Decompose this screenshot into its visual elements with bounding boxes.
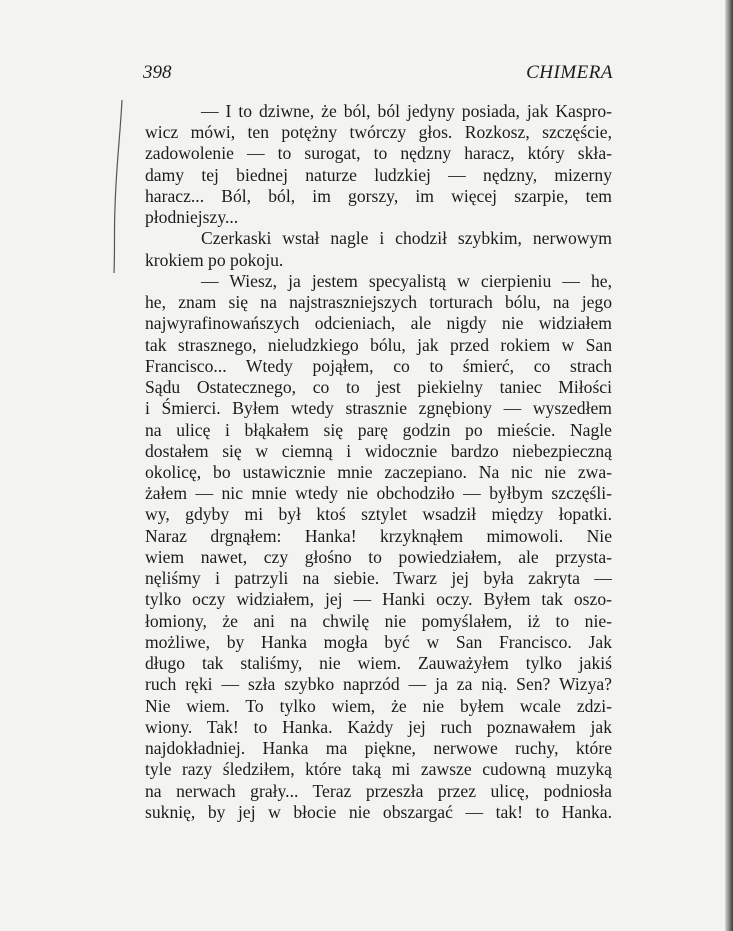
text-line: haracz... Ból, ból, im gorszy, im więcej szarpie, tem <box>145 185 612 206</box>
page-edge-shadow <box>725 0 733 931</box>
text-line: krokiem po pokoju. <box>145 249 284 270</box>
text-line: wicz mówi, ten potężny twórczy głos. Rozkosz, szczęście, <box>145 122 612 143</box>
text-line: zadowolenie — to surogat, to nędzny haracz, który skła- <box>145 143 612 164</box>
text-line: ruch ręki — szła szybko naprzód — ja za nią. Sen? Wizya? <box>145 674 612 695</box>
text-line: na nerwach grały... Teraz przeszła przez ulicę, podniosła <box>145 780 612 801</box>
body-text <box>145 101 612 823</box>
text-line: na ulicę i błąkałem się parę godzin po mieście. Nagle <box>145 419 612 440</box>
text-line: nęliśmy i patrzyli na siebie. Twarz jej była zakryta — <box>145 568 612 589</box>
text-line: he, znam się na najstraszniejszych torturach bólu, na jego <box>145 292 612 313</box>
text-line: tylko oczy widziałem, jej — Hanki oczy. Byłem tak oszo- <box>145 589 612 610</box>
text-line: płodniejszy... <box>145 207 239 228</box>
text-line: tak strasznego, nieludzkiego bólu, jak przed rokiem w San <box>145 334 612 355</box>
text-line: tyle razy śledziłem, które taką mi zawsze cudowną muzyką <box>145 759 612 780</box>
text-line: wiony. Tak! to Hanka. Każdy jej ruch poznawałem jak <box>145 716 612 737</box>
running-title: CHIMERA <box>526 62 613 83</box>
text-line: — Wiesz, ja jestem specyalistą w cierpieniu — he, <box>201 270 612 291</box>
text-line: wiem nawet, czy głośno to powiedziałem, ale przysta- <box>145 546 612 567</box>
text-line: damy tej biednej naturze ludzkiej — nędzny, mizerny <box>145 164 612 185</box>
text-line: możliwe, by Hanka mogła być w San Francisco. Jak <box>145 631 612 652</box>
text-line: Francisco... Wtedy pojąłem, co to śmierć, co strach <box>145 355 612 376</box>
text-line: żałem — nic mnie wtedy nie obchodziło — byłbym szczęśli- <box>145 483 612 504</box>
text-line: i Śmierci. Byłem wtedy strasznie zgnębiony — wyszedłem <box>145 398 612 419</box>
text-line: łomiony, że ani na chwilę nie pomyślałem, iż to nie- <box>145 610 612 631</box>
text-line: dostałem się w ciemną i widocznie bardzo niebezpieczną <box>145 440 612 461</box>
page-number: 398 <box>143 62 172 83</box>
text-line: suknię, by jej w błocie nie obszargać — tak! to Hanka. <box>145 801 612 822</box>
text-line: okolicę, bo ustawicznie mnie zaczepiano. Na nic nie zwa- <box>145 461 612 482</box>
text-line: długo tak staliśmy, nie wiem. Zauważyłem tylko jakiś <box>145 653 612 674</box>
running-header <box>143 62 613 86</box>
text-line: Sądu Ostatecznego, co to jest piekielny taniec Miłości <box>145 377 612 398</box>
text-line: wy, gdyby mi był ktoś sztylet wsadził między łopatki. <box>145 504 612 525</box>
text-line: najwyrafinowańszych odcieniach, ale nigdy nie widziałem <box>145 313 612 334</box>
text-line: Czerkaski wstał nagle i chodził szybkim, nerwowym <box>201 228 612 249</box>
text-line: Nie wiem. To tylko wiem, że nie byłem wcale zdzi- <box>145 695 612 716</box>
text-line: Naraz drgnąłem: Hanka! krzyknąłem mimowoli. Nie <box>145 525 612 546</box>
text-line: — I to dziwne, że ból, ból jedyny posiada, jak Kaspro- <box>201 101 612 121</box>
text-line: najdokładniej. Hanka ma piękne, nerwowe ruchy, które <box>145 738 612 759</box>
